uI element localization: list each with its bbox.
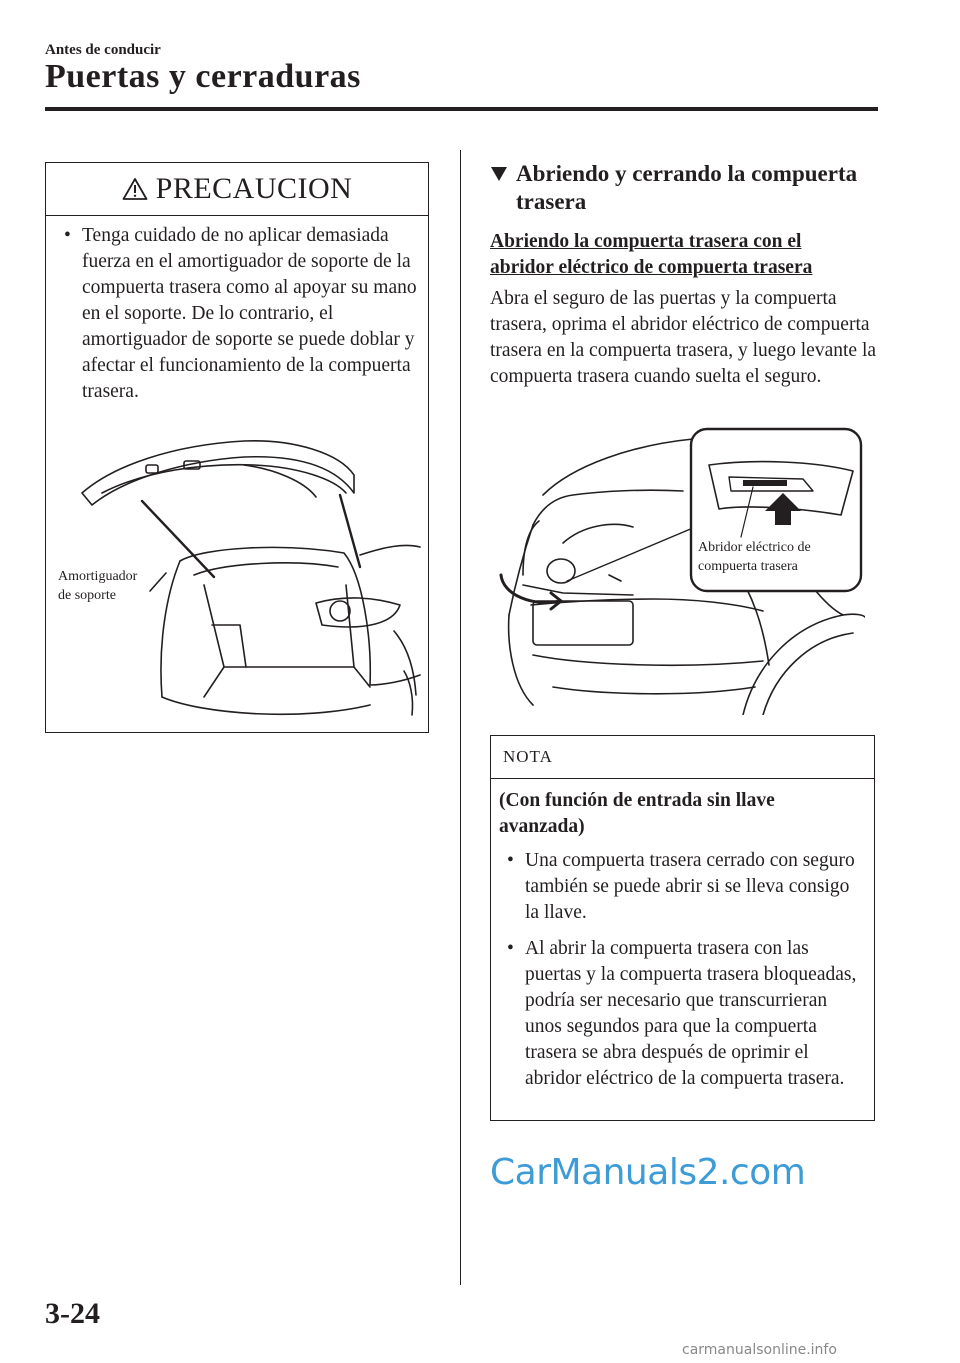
column-divider xyxy=(460,150,461,1285)
section-label: Antes de conducir xyxy=(45,42,161,58)
callout-line: compuerta trasera xyxy=(698,559,798,574)
body-paragraph: Abra el seguro de las puertas y la compuerta trasera, oprima el abridor eléctrico de compuerta trasera en la compuerta trasera, y luego levante la compuerta trasera cuando suelta el seguro. xyxy=(490,288,877,387)
figure-callout xyxy=(698,538,811,576)
caution-item-text: Tenga cuidado de no aplicar demasiada fuerza en el amortiguador de soporte de la compuerta trasera como al apoyar su mano en el soporte. De lo contrario, el amortiguador de soporte se puede doblar y afectar el funcionamiento de la compuerta trasera. xyxy=(82,225,417,402)
callout-line: Abridor eléctrico de xyxy=(698,540,811,555)
caution-box xyxy=(45,162,429,733)
callout-line: de soporte xyxy=(58,588,116,603)
bullet: • xyxy=(507,938,514,959)
note-label: NOTA xyxy=(491,736,874,779)
bullet: • xyxy=(507,850,514,871)
warning-triangle-icon xyxy=(122,177,148,201)
site-footer: carmanualsonline.info xyxy=(682,1342,837,1358)
note-item-text: Una compuerta trasera cerrado con seguro también se puede abrir si se lleva consigo la llave. xyxy=(525,850,855,923)
caution-title: PRECAUCION xyxy=(155,172,353,205)
note-item-text: Al abrir la compuerta trasera con las puertas y la compuerta trasera bloqueadas, podría ser necesario que transcurrieran unos segundos para que la compuerta trasera se abra después de oprimir el abridor eléctrico de la compuerta trasera. xyxy=(525,938,857,1089)
note-item xyxy=(499,848,861,926)
note-item xyxy=(499,936,861,1092)
triangle-down-icon xyxy=(490,166,508,182)
callout-line: Amortiguador xyxy=(58,569,138,584)
note-box xyxy=(490,735,875,1121)
caution-header xyxy=(46,163,428,216)
chapter-title: Puertas y cerraduras xyxy=(45,58,361,95)
subheading: Abriendo la compuerta trasera con el abridor eléctrico de compuerta trasera xyxy=(490,231,813,278)
page-number: 3-24 xyxy=(45,1297,100,1330)
bullet: • xyxy=(64,225,71,246)
note-subheading: (Con función de entrada sin llave avanzada) xyxy=(499,790,775,837)
note-list xyxy=(499,848,861,1102)
figure-callout xyxy=(58,567,137,605)
caution-list xyxy=(60,223,422,405)
section-heading-text: Abriendo y cerrando la compuerta trasera xyxy=(516,161,858,214)
section-heading xyxy=(490,160,870,216)
watermark: CarManuals2.com xyxy=(490,1152,806,1193)
header-rule xyxy=(45,107,878,111)
caution-item xyxy=(60,223,422,405)
